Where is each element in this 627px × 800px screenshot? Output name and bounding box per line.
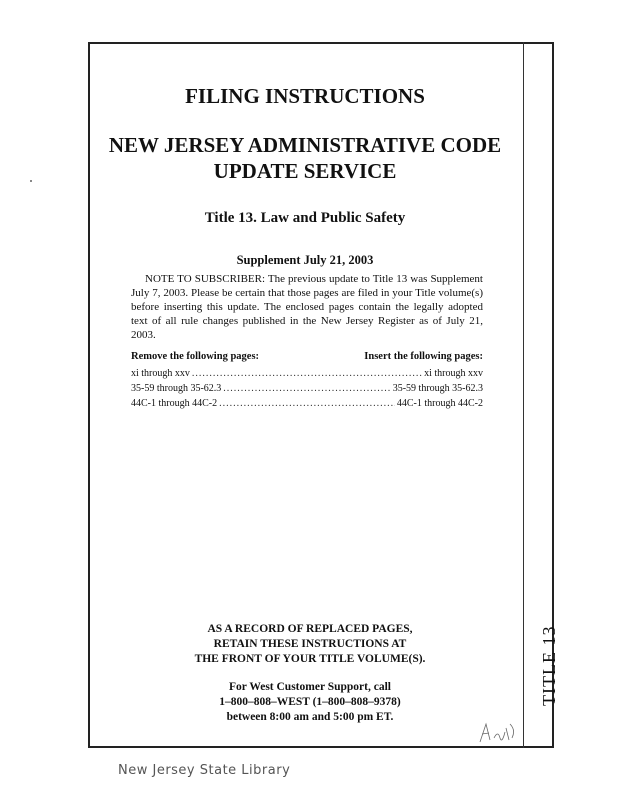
document-title: FILING INSTRUCTIONS — [185, 84, 425, 108]
code-heading-line2: UPDATE SERVICE — [213, 159, 397, 183]
insert-pages: 35-59 through 35-62.3 — [392, 383, 483, 394]
table-row — [131, 381, 483, 396]
subscriber-note: NOTE TO SUBSCRIBER: The previous update to Title 13 was Supplement July 7, 2003. Please be certain that those pages are filed in your Title volume(s) before inserting this update. The enclosed pages contain the legally adopted text of all rule changes published in the New Jersey Register as of July 21, 2003. — [131, 273, 483, 341]
support-line2: 1–800–808–WEST (1–800–808–9378) — [219, 696, 401, 708]
remove-pages: 44C-1 through 44C-2 — [131, 398, 218, 409]
title-number: Title 13. Law and Public Safety — [204, 210, 406, 226]
dot-leader — [192, 366, 422, 381]
side-tab-label: TITLE 13 — [539, 625, 559, 706]
record-notice — [160, 622, 460, 667]
record-line2: RETAIN THESE INSTRUCTIONS AT — [213, 638, 407, 650]
record-line3: THE FRONT OF YOUR TITLE VOLUME(S). — [194, 653, 426, 665]
remove-pages: xi through xxv — [131, 368, 190, 379]
tab-divider — [523, 42, 524, 748]
dot-leader — [219, 396, 395, 411]
insert-header: Insert the following pages: — [364, 351, 483, 362]
record-line1: AS A RECORD OF REPLACED PAGES, — [207, 623, 413, 635]
library-stamp: New Jersey State Library — [118, 763, 291, 778]
supplement-date: Supplement July 21, 2003 — [236, 253, 374, 267]
pages-table — [131, 366, 483, 411]
insert-pages: xi through xxv — [424, 368, 483, 379]
support-line3: between 8:00 am and 5:00 pm ET. — [226, 711, 394, 723]
code-heading-line1: NEW JERSEY ADMINISTRATIVE CODE — [108, 133, 502, 157]
pages-table-header — [131, 351, 483, 362]
scan-speck — [30, 180, 32, 182]
table-row — [131, 366, 483, 381]
remove-pages: 35-59 through 35-62.3 — [131, 383, 222, 394]
table-row — [131, 396, 483, 411]
code-heading — [90, 132, 520, 184]
remove-header: Remove the following pages: — [131, 351, 260, 362]
handwritten-initials — [476, 718, 522, 744]
insert-pages: 44C-1 through 44C-2 — [396, 398, 483, 409]
support-notice — [160, 680, 460, 725]
dot-leader — [223, 381, 390, 396]
support-line1: For West Customer Support, call — [229, 681, 391, 693]
